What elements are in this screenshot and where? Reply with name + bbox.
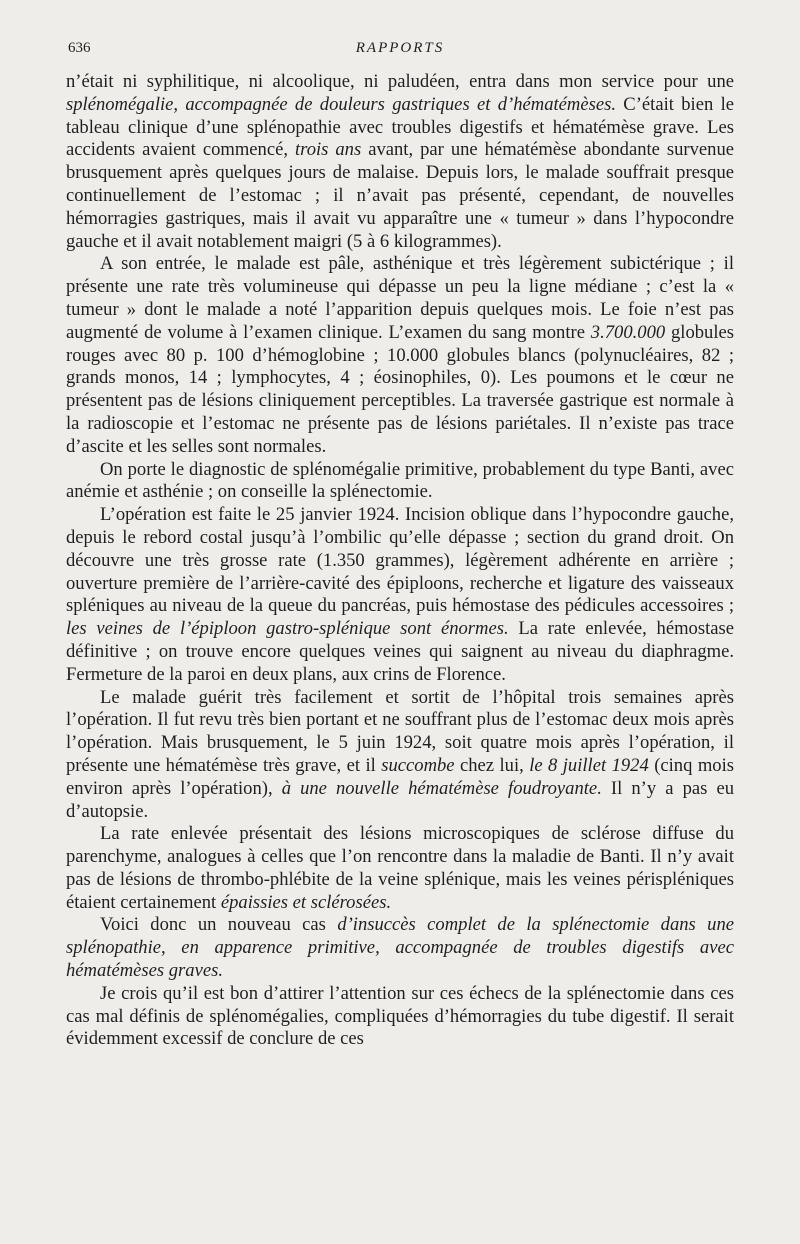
text-segment: chez lui,: [454, 754, 530, 776]
body-text: [66, 71, 734, 1051]
text-segment: Le malade guérit très facilement et sortit de l’hôpital trois semaines après l’opération. Il fut revu très bien portant et ne souffrant plus de l’estomac deux mois après l’opération. Mais brusquement, le 5 juin 1924, soit quatre mois après l’opération, il présente une hématémèse très grave, et il: [66, 686, 734, 776]
italic-text: à une nouvelle hématémèse foudroyante.: [281, 777, 602, 799]
text-segment: On porte le diagnostic de splénomégalie primitive, probablement du type Banti, avec anémie et asthénie ; on conseille la splénectomie.: [66, 458, 734, 503]
italic-text: d’insuccès complet de la splénectomie dans une splénopathie, en apparence primitive, accompagnée de troubles digestifs avec hématémèses graves.: [66, 914, 735, 982]
paragraph: [66, 253, 734, 458]
paragraph: [66, 983, 734, 1051]
italic-text: splénomégalie, accompagnée de douleurs gastriques et d’hématémèses.: [66, 93, 616, 115]
text-segment: L’opération est faite le 25 janvier 1924. Incision oblique dans l’hypocondre gauche, depuis le rebord costal jusqu’à l’ombilic qu’elle dépasse ; section du grand droit. On découvre une très grosse rate (1.350 grammes), légèrement adhérente en arrière ; ouverture première de l’arrière-cavité des épiploons, recherche et ligature des vaisseaux spléniques au niveau de la queue du pancréas, puis hémostase des pédicules accessoires ;: [66, 504, 734, 617]
italic-text: les veines de l’épiploon gastro-splénique sont énormes.: [66, 618, 509, 640]
running-head: RAPPORTS: [355, 40, 445, 56]
paragraph: [66, 687, 734, 824]
paragraph: [66, 459, 734, 505]
text-segment: Voici donc un nouveau cas: [100, 914, 338, 936]
paragraph: [66, 914, 734, 982]
italic-text: trois ans: [294, 139, 362, 161]
italic-text: épaissies et sclérosées.: [220, 891, 392, 913]
text-segment: A son entrée, le malade est pâle, asthénique et très légèrement subictérique ; il présente une rate très volumineuse qui dépasse un peu la ligne médiane ; c’est la « tumeur » dont le malade a noté l’apparition depuis quelques mois. Le foie n’est pas augmenté de volume à l’examen clinique. L’examen du sang montre: [66, 253, 734, 343]
paragraph: [66, 71, 734, 253]
text-segment: Je crois qu’il est bon d’attirer l’attention sur ces échecs de la splénectomie dans ces cas mal définis de splénomégalies, compliquées d’hémorragies du tube digestif. Il serait évidemment excessif de conclure de ces: [66, 982, 734, 1050]
italic-text: le 8 juillet 1924: [529, 754, 649, 776]
italic-text: succombe: [381, 754, 455, 776]
text-segment: La rate enlevée, hémostase définitive ; on trouve encore quelques veines qui saignent au niveau du diaphragme. Fermeture de la paroi en deux plans, aux crins de Florence.: [66, 618, 734, 685]
text-segment: (cinq mois environ après l’opération),: [66, 754, 734, 799]
text-segment: avant, par une hématémèse abondante survenue brusquement après quelques jours de malaise. Depuis lors, le malade souffrait presque continuellement de l’estomac ; il n’avait pas présenté, cependant, de nouvelles hémorragies gastriques, mais il avait vu apparaître une « tumeur » dans l’hypocondre gauche et il avait notablement maigri (5 à 6 kilogrammes).: [66, 139, 735, 252]
text-segment: globules rouges avec 80 p. 100 d’hémoglobine ; 10.000 globules blancs (polynucléaires, 82 ; grands monos, 14 ; lymphocytes, 4 ; éosinophiles, 0). Les poumons et le cœur ne présentent pas de lésions cliniquement perceptibles. La traversée gastrique est normale à la radioscopie et l’estomac ne présente pas de lésions pariétales. Il n’existe pas trace d’ascite et les selles sont normales.: [66, 321, 734, 457]
italic-text: 3.700.000: [590, 321, 666, 343]
paragraph: [66, 823, 734, 914]
page-header: [68, 40, 732, 60]
text-segment: C’était bien le tableau clinique d’une splénopathie avec troubles digestifs et hématémèse grave. Les accidents avaient commencé,: [66, 93, 734, 161]
page-number: 636: [68, 40, 91, 56]
text-segment: Il n’y a pas eu d’autopsie.: [66, 777, 734, 822]
text-segment: La rate enlevée présentait des lésions microscopiques de sclérose diffuse du parenchyme, analogues à celles que l’on rencontre dans la maladie de Banti. Il n’y avait pas de lésions de thrombo-phlébite de la veine splénique, mais les veines périspléniques étaient certainement: [66, 823, 734, 913]
text-segment: n’était ni syphilitique, ni alcoolique, ni paludéen, entra dans mon service pour une: [66, 71, 734, 92]
paragraph: [66, 504, 734, 686]
